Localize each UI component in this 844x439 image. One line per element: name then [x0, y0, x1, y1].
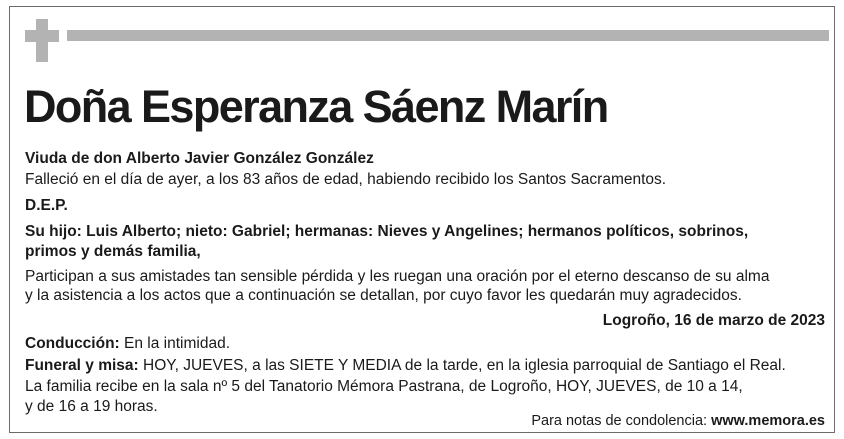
obituary-notice: [9, 6, 835, 433]
visit-line-2: y de 16 a 19 horas.: [25, 398, 158, 415]
condolence-link[interactable]: www.memora.es: [711, 413, 825, 429]
widow-of: Viuda de don Alberto Javier González González: [25, 150, 374, 167]
condolence-line: [25, 411, 825, 431]
conduction-value: En la intimidad.: [119, 335, 230, 352]
family-line-2: primos y demás familia,: [25, 243, 201, 260]
funeral-value: HOY, JUEVES, a las SIETE Y MEDIA de la tarde, en la iglesia parroquial de Santiago el Real.: [138, 357, 786, 374]
message-line-1: Participan a sus amistades tan sensible pérdida y les ruegan una oración por el eterno descanso de su alma: [25, 268, 770, 285]
conduction-label: Conducción:: [25, 335, 120, 352]
funeral-label: Funeral y misa:: [25, 357, 139, 374]
funeral-line: [25, 356, 825, 376]
condolence-label: Para notas de condolencia:: [531, 413, 712, 429]
conduction-line: [25, 334, 825, 354]
deceased-name: Doña Esperanza Sáenz Marín: [24, 81, 608, 132]
place-date: Logroño, 16 de marzo de 2023: [602, 312, 825, 329]
passing-text: Falleció en el día de ayer, a los 83 años de edad, habiendo recibido los Santos Sacramentos.: [25, 171, 667, 188]
dep-text: D.E.P.: [25, 197, 68, 214]
visit-line-1: La familia recibe en la sala nº 5 del Tanatorio Mémora Pastrana, de Logroño, HOY, JUEVES, de 10 a 14,: [25, 378, 743, 395]
message-line-2: y la asistencia a los actos que a continuación se detallan, por cuyo favor les quedarán muy agradecidos.: [25, 287, 742, 304]
header-rule: [67, 30, 829, 41]
family-line-1: Su hijo: Luis Alberto; nieto: Gabriel; hermanas: Nieves y Angelines; hermanos políticos, sobrinos,: [25, 223, 749, 240]
cross-icon: [25, 19, 59, 62]
